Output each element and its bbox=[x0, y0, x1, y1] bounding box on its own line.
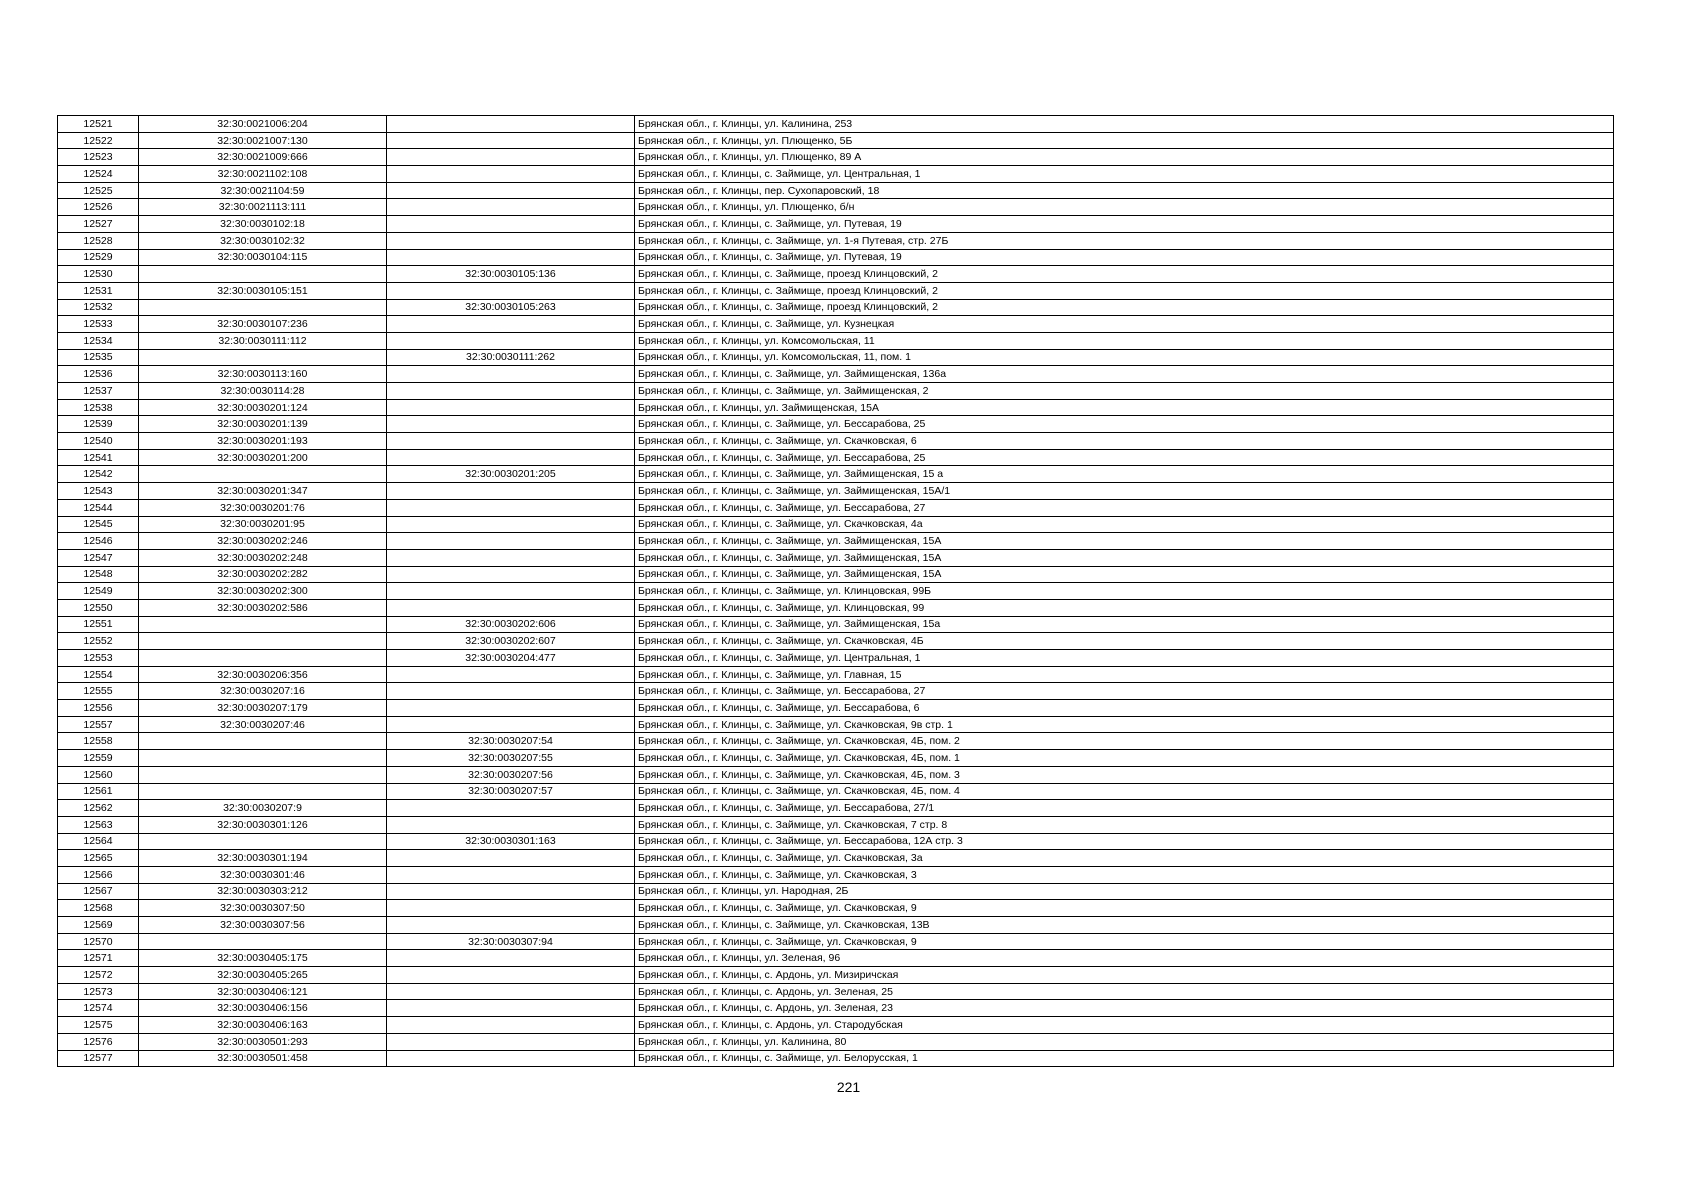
cadastral-number-cell: 32:30:0030202:248 bbox=[139, 549, 387, 566]
row-number-cell: 12563 bbox=[58, 816, 139, 833]
row-number-cell: 12560 bbox=[58, 766, 139, 783]
cadastral-number-secondary-cell: 32:30:0030207:56 bbox=[387, 766, 635, 783]
cadastral-number-secondary-cell: 32:30:0030301:163 bbox=[387, 833, 635, 850]
row-number-cell: 12533 bbox=[58, 316, 139, 333]
row-number-cell: 12566 bbox=[58, 866, 139, 883]
address-cell: Брянская обл., г. Клинцы, с. Займище, ул. Главная, 15 bbox=[635, 666, 1614, 683]
table-row bbox=[58, 366, 1614, 383]
address-cell: Брянская обл., г. Клинцы, с. Займище, ул. Займищенская, 15А bbox=[635, 533, 1614, 550]
address-cell: Брянская обл., г. Клинцы, с. Займище, ул. Займищенская, 136а bbox=[635, 366, 1614, 383]
address-cell: Брянская обл., г. Клинцы, с. Займище, ул. Белорусская, 1 bbox=[635, 1050, 1614, 1067]
cadastral-number-secondary-cell: 32:30:0030105:136 bbox=[387, 266, 635, 283]
address-cell: Брянская обл., г. Клинцы, с. Займище, ул. Скачковская, 9 bbox=[635, 933, 1614, 950]
row-number-cell: 12545 bbox=[58, 516, 139, 533]
row-number-cell: 12555 bbox=[58, 683, 139, 700]
address-cell: Брянская обл., г. Клинцы, с. Займище, ул. Займищенская, 2 bbox=[635, 383, 1614, 400]
cadastral-number-secondary-cell: 32:30:0030201:205 bbox=[387, 466, 635, 483]
cadastral-number-cell: 32:30:0030201:193 bbox=[139, 433, 387, 450]
row-number-cell: 12544 bbox=[58, 499, 139, 516]
cadastral-number-cell: 32:30:0030501:458 bbox=[139, 1050, 387, 1067]
cadastral-number-cell: 32:30:0030202:586 bbox=[139, 599, 387, 616]
row-number-cell: 12527 bbox=[58, 216, 139, 233]
table-row bbox=[58, 516, 1614, 533]
cadastral-number-secondary-cell bbox=[387, 232, 635, 249]
cadastral-number-secondary-cell bbox=[387, 1000, 635, 1017]
cadastral-number-secondary-cell bbox=[387, 182, 635, 199]
cadastral-number-secondary-cell bbox=[387, 499, 635, 516]
cadastral-number-cell: 32:30:0021007:130 bbox=[139, 132, 387, 149]
cadastral-number-secondary-cell bbox=[387, 116, 635, 133]
table-row bbox=[58, 1000, 1614, 1017]
address-cell: Брянская обл., г. Клинцы, с. Займище, ул. Центральная, 1 bbox=[635, 166, 1614, 183]
table-row bbox=[58, 967, 1614, 984]
row-number-cell: 12521 bbox=[58, 116, 139, 133]
cadastral-number-cell: 32:30:0030301:126 bbox=[139, 816, 387, 833]
address-cell: Брянская обл., г. Клинцы, с. Займище, ул. Путевая, 19 bbox=[635, 216, 1614, 233]
address-cell: Брянская обл., г. Клинцы, с. Займище, ул. 1-я Путевая, стр. 27Б bbox=[635, 232, 1614, 249]
row-number-cell: 12534 bbox=[58, 332, 139, 349]
cadastral-number-cell bbox=[139, 466, 387, 483]
table-row bbox=[58, 1017, 1614, 1034]
row-number-cell: 12522 bbox=[58, 132, 139, 149]
address-cell: Брянская обл., г. Клинцы, ул. Займищенская, 15А bbox=[635, 399, 1614, 416]
cadastral-number-secondary-cell bbox=[387, 850, 635, 867]
row-number-cell: 12571 bbox=[58, 950, 139, 967]
address-cell: Брянская обл., г. Клинцы, ул. Зеленая, 96 bbox=[635, 950, 1614, 967]
cadastral-number-cell: 32:30:0030202:246 bbox=[139, 533, 387, 550]
cadastral-number-secondary-cell bbox=[387, 700, 635, 717]
page-number: 221 bbox=[836, 1079, 861, 1095]
row-number-cell: 12574 bbox=[58, 1000, 139, 1017]
address-cell: Брянская обл., г. Клинцы, ул. Комсомольская, 11 bbox=[635, 332, 1614, 349]
cadastral-number-secondary-cell bbox=[387, 866, 635, 883]
cadastral-number-secondary-cell bbox=[387, 332, 635, 349]
address-cell: Брянская обл., г. Клинцы, с. Займище, ул. Скачковская, 3 bbox=[635, 866, 1614, 883]
cadastral-number-secondary-cell bbox=[387, 533, 635, 550]
cadastral-number-secondary-cell bbox=[387, 316, 635, 333]
address-cell: Брянская обл., г. Клинцы, ул. Плющенко, б/н bbox=[635, 199, 1614, 216]
table-row bbox=[58, 316, 1614, 333]
address-cell: Брянская обл., г. Клинцы, с. Займище, ул. Бессарабова, 27/1 bbox=[635, 800, 1614, 817]
cadastral-number-secondary-cell bbox=[387, 249, 635, 266]
row-number-cell: 12528 bbox=[58, 232, 139, 249]
cadastral-number-cell: 32:30:0030202:282 bbox=[139, 566, 387, 583]
cadastral-number-secondary-cell bbox=[387, 800, 635, 817]
row-number-cell: 12551 bbox=[58, 616, 139, 633]
registry-table bbox=[57, 115, 1614, 1067]
address-cell: Брянская обл., г. Клинцы, с. Займище, ул. Скачковская, 4а bbox=[635, 516, 1614, 533]
row-number-cell: 12553 bbox=[58, 650, 139, 667]
cadastral-number-cell: 32:30:0030207:16 bbox=[139, 683, 387, 700]
cadastral-number-secondary-cell bbox=[387, 1033, 635, 1050]
address-cell: Брянская обл., г. Клинцы, с. Займище, ул. Путевая, 19 bbox=[635, 249, 1614, 266]
cadastral-number-secondary-cell: 32:30:0030207:54 bbox=[387, 733, 635, 750]
row-number-cell: 12556 bbox=[58, 700, 139, 717]
address-cell: Брянская обл., г. Клинцы, ул. Плющенко, 5Б bbox=[635, 132, 1614, 149]
address-cell: Брянская обл., г. Клинцы, ул. Калинина, 253 bbox=[635, 116, 1614, 133]
table-row bbox=[58, 349, 1614, 366]
row-number-cell: 12532 bbox=[58, 299, 139, 316]
row-number-cell: 12543 bbox=[58, 483, 139, 500]
cadastral-number-secondary-cell bbox=[387, 983, 635, 1000]
table-row bbox=[58, 199, 1614, 216]
row-number-cell: 12539 bbox=[58, 416, 139, 433]
cadastral-number-secondary-cell bbox=[387, 883, 635, 900]
address-cell: Брянская обл., г. Клинцы, с. Займище, ул. Клинцовская, 99 bbox=[635, 599, 1614, 616]
cadastral-number-secondary-cell bbox=[387, 132, 635, 149]
cadastral-number-cell: 32:30:0030201:124 bbox=[139, 399, 387, 416]
address-cell: Брянская обл., г. Клинцы, с. Займище, ул. Скачковская, 4Б, пом. 1 bbox=[635, 750, 1614, 767]
cadastral-number-cell: 32:30:0021104:59 bbox=[139, 182, 387, 199]
table-row bbox=[58, 683, 1614, 700]
row-number-cell: 12535 bbox=[58, 349, 139, 366]
address-cell: Брянская обл., г. Клинцы, ул. Калинина, 80 bbox=[635, 1033, 1614, 1050]
table-row bbox=[58, 399, 1614, 416]
table-row bbox=[58, 700, 1614, 717]
cadastral-number-secondary-cell: 32:30:0030111:262 bbox=[387, 349, 635, 366]
table-row bbox=[58, 299, 1614, 316]
row-number-cell: 12558 bbox=[58, 733, 139, 750]
cadastral-number-secondary-cell: 32:30:0030204:477 bbox=[387, 650, 635, 667]
cadastral-number-cell: 32:30:0030303:212 bbox=[139, 883, 387, 900]
cadastral-number-cell bbox=[139, 750, 387, 767]
table-row bbox=[58, 549, 1614, 566]
table-row bbox=[58, 766, 1614, 783]
table-row bbox=[58, 533, 1614, 550]
table-row bbox=[58, 750, 1614, 767]
table-row bbox=[58, 666, 1614, 683]
cadastral-number-cell: 32:30:0030201:347 bbox=[139, 483, 387, 500]
address-cell: Брянская обл., г. Клинцы, с. Займище, ул. Скачковская, 4Б, пом. 2 bbox=[635, 733, 1614, 750]
cadastral-number-secondary-cell bbox=[387, 666, 635, 683]
row-number-cell: 12575 bbox=[58, 1017, 139, 1034]
cadastral-number-cell: 32:30:0030201:76 bbox=[139, 499, 387, 516]
row-number-cell: 12570 bbox=[58, 933, 139, 950]
cadastral-number-secondary-cell: 32:30:0030105:263 bbox=[387, 299, 635, 316]
table-row bbox=[58, 716, 1614, 733]
row-number-cell: 12562 bbox=[58, 800, 139, 817]
cadastral-number-secondary-cell bbox=[387, 282, 635, 299]
cadastral-number-cell bbox=[139, 650, 387, 667]
cadastral-number-cell bbox=[139, 633, 387, 650]
cadastral-number-secondary-cell bbox=[387, 1050, 635, 1067]
table-row bbox=[58, 616, 1614, 633]
table-row bbox=[58, 733, 1614, 750]
cadastral-number-cell bbox=[139, 733, 387, 750]
table-row bbox=[58, 1033, 1614, 1050]
table-row bbox=[58, 182, 1614, 199]
cadastral-number-secondary-cell bbox=[387, 416, 635, 433]
cadastral-number-secondary-cell: 32:30:0030307:94 bbox=[387, 933, 635, 950]
table-row bbox=[58, 950, 1614, 967]
row-number-cell: 12525 bbox=[58, 182, 139, 199]
address-cell: Брянская обл., г. Клинцы, с. Займище, ул. Скачковская, 7 стр. 8 bbox=[635, 816, 1614, 833]
address-cell: Брянская обл., г. Клинцы, с. Ардонь, ул. Стародубская bbox=[635, 1017, 1614, 1034]
table-row bbox=[58, 416, 1614, 433]
cadastral-number-cell: 32:30:0030406:121 bbox=[139, 983, 387, 1000]
address-cell: Брянская обл., г. Клинцы, с. Займище, ул. Центральная, 1 bbox=[635, 650, 1614, 667]
cadastral-number-secondary-cell bbox=[387, 199, 635, 216]
cadastral-number-cell: 32:30:0021102:108 bbox=[139, 166, 387, 183]
row-number-cell: 12554 bbox=[58, 666, 139, 683]
row-number-cell: 12529 bbox=[58, 249, 139, 266]
table-row bbox=[58, 866, 1614, 883]
row-number-cell: 12546 bbox=[58, 533, 139, 550]
address-cell: Брянская обл., г. Клинцы, с. Займище, ул. Скачковская, 4Б, пом. 3 bbox=[635, 766, 1614, 783]
cadastral-number-cell: 32:30:0030206:356 bbox=[139, 666, 387, 683]
row-number-cell: 12541 bbox=[58, 449, 139, 466]
cadastral-number-cell: 32:30:0030207:9 bbox=[139, 800, 387, 817]
address-cell: Брянская обл., г. Клинцы, с. Займище, ул. Займищенская, 15А bbox=[635, 549, 1614, 566]
cadastral-number-secondary-cell bbox=[387, 1017, 635, 1034]
cadastral-number-cell bbox=[139, 616, 387, 633]
table-row bbox=[58, 166, 1614, 183]
table-row bbox=[58, 282, 1614, 299]
cadastral-number-secondary-cell bbox=[387, 566, 635, 583]
address-cell: Брянская обл., г. Клинцы, с. Займище, ул. Скачковская, 9 bbox=[635, 900, 1614, 917]
address-cell: Брянская обл., г. Клинцы, с. Займище, ул. Займищенская, 15А/1 bbox=[635, 483, 1614, 500]
cadastral-number-cell: 32:30:0021113:111 bbox=[139, 199, 387, 216]
cadastral-number-cell: 32:30:0030405:265 bbox=[139, 967, 387, 984]
table-row bbox=[58, 216, 1614, 233]
row-number-cell: 12559 bbox=[58, 750, 139, 767]
row-number-cell: 12548 bbox=[58, 566, 139, 583]
row-number-cell: 12524 bbox=[58, 166, 139, 183]
row-number-cell: 12530 bbox=[58, 266, 139, 283]
table-row bbox=[58, 466, 1614, 483]
cadastral-number-cell: 32:30:0030104:115 bbox=[139, 249, 387, 266]
cadastral-number-cell bbox=[139, 766, 387, 783]
cadastral-number-cell bbox=[139, 266, 387, 283]
address-cell: Брянская обл., г. Клинцы, с. Ардонь, ул. Зеленая, 23 bbox=[635, 1000, 1614, 1017]
table-row bbox=[58, 850, 1614, 867]
row-number-cell: 12550 bbox=[58, 599, 139, 616]
cadastral-number-cell: 32:30:0030201:95 bbox=[139, 516, 387, 533]
cadastral-number-cell bbox=[139, 349, 387, 366]
cadastral-number-secondary-cell bbox=[387, 950, 635, 967]
row-number-cell: 12576 bbox=[58, 1033, 139, 1050]
table-row bbox=[58, 599, 1614, 616]
cadastral-number-secondary-cell bbox=[387, 449, 635, 466]
cadastral-number-secondary-cell: 32:30:0030202:606 bbox=[387, 616, 635, 633]
address-cell: Брянская обл., г. Клинцы, с. Займище, ул. Скачковская, 6 bbox=[635, 433, 1614, 450]
table-row bbox=[58, 266, 1614, 283]
table-row bbox=[58, 900, 1614, 917]
row-number-cell: 12577 bbox=[58, 1050, 139, 1067]
row-number-cell: 12572 bbox=[58, 967, 139, 984]
cadastral-number-secondary-cell bbox=[387, 483, 635, 500]
row-number-cell: 12552 bbox=[58, 633, 139, 650]
table-row bbox=[58, 783, 1614, 800]
cadastral-number-cell bbox=[139, 833, 387, 850]
row-number-cell: 12568 bbox=[58, 900, 139, 917]
address-cell: Брянская обл., г. Клинцы, с. Займище, ул. Займищенская, 15 а bbox=[635, 466, 1614, 483]
address-cell: Брянская обл., г. Клинцы, с. Займище, ул. Бессарабова, 25 bbox=[635, 449, 1614, 466]
row-number-cell: 12567 bbox=[58, 883, 139, 900]
cadastral-number-cell: 32:30:0021006:204 bbox=[139, 116, 387, 133]
cadastral-number-secondary-cell bbox=[387, 583, 635, 600]
address-cell: Брянская обл., г. Клинцы, с. Займище, ул. Скачковская, 4Б, пом. 4 bbox=[635, 783, 1614, 800]
row-number-cell: 12536 bbox=[58, 366, 139, 383]
cadastral-number-secondary-cell bbox=[387, 383, 635, 400]
registry-table-body bbox=[58, 116, 1614, 1067]
row-number-cell: 12538 bbox=[58, 399, 139, 416]
cadastral-number-cell: 32:30:0021009:666 bbox=[139, 149, 387, 166]
cadastral-number-cell: 32:30:0030107:236 bbox=[139, 316, 387, 333]
row-number-cell: 12549 bbox=[58, 583, 139, 600]
cadastral-number-secondary-cell bbox=[387, 366, 635, 383]
table-row bbox=[58, 116, 1614, 133]
address-cell: Брянская обл., г. Клинцы, с. Займище, проезд Клинцовский, 2 bbox=[635, 299, 1614, 316]
address-cell: Брянская обл., г. Клинцы, с. Займище, ул. Займищенская, 15а bbox=[635, 616, 1614, 633]
address-cell: Брянская обл., г. Клинцы, ул. Комсомольская, 11, пом. 1 bbox=[635, 349, 1614, 366]
table-row bbox=[58, 883, 1614, 900]
cadastral-number-cell: 32:30:0030405:175 bbox=[139, 950, 387, 967]
cadastral-number-cell bbox=[139, 783, 387, 800]
cadastral-number-secondary-cell bbox=[387, 516, 635, 533]
address-cell: Брянская обл., г. Клинцы, пер. Сухопаровский, 18 bbox=[635, 182, 1614, 199]
cadastral-number-cell bbox=[139, 299, 387, 316]
row-number-cell: 12542 bbox=[58, 466, 139, 483]
address-cell: Брянская обл., г. Клинцы, с. Займище, ул. Скачковская, 13В bbox=[635, 917, 1614, 934]
table-row bbox=[58, 816, 1614, 833]
address-cell: Брянская обл., г. Клинцы, с. Займище, ул. Бессарабова, 25 bbox=[635, 416, 1614, 433]
address-cell: Брянская обл., г. Клинцы, с. Займище, ул. Бессарабова, 27 bbox=[635, 499, 1614, 516]
row-number-cell: 12547 bbox=[58, 549, 139, 566]
cadastral-number-cell: 32:30:0030207:46 bbox=[139, 716, 387, 733]
cadastral-number-cell: 32:30:0030301:46 bbox=[139, 866, 387, 883]
row-number-cell: 12540 bbox=[58, 433, 139, 450]
cadastral-number-cell: 32:30:0030201:139 bbox=[139, 416, 387, 433]
cadastral-number-secondary-cell: 32:30:0030207:55 bbox=[387, 750, 635, 767]
address-cell: Брянская обл., г. Клинцы, с. Займище, проезд Клинцовский, 2 bbox=[635, 266, 1614, 283]
table-row bbox=[58, 983, 1614, 1000]
table-row bbox=[58, 383, 1614, 400]
row-number-cell: 12537 bbox=[58, 383, 139, 400]
cadastral-number-cell: 32:30:0030501:293 bbox=[139, 1033, 387, 1050]
cadastral-number-cell: 32:30:0030102:18 bbox=[139, 216, 387, 233]
row-number-cell: 12573 bbox=[58, 983, 139, 1000]
table-row bbox=[58, 433, 1614, 450]
row-number-cell: 12523 bbox=[58, 149, 139, 166]
row-number-cell: 12561 bbox=[58, 783, 139, 800]
address-cell: Брянская обл., г. Клинцы, с. Займище, ул. Клинцовская, 99Б bbox=[635, 583, 1614, 600]
table-row bbox=[58, 149, 1614, 166]
address-cell: Брянская обл., г. Клинцы, с. Займище, проезд Клинцовский, 2 bbox=[635, 282, 1614, 299]
table-row bbox=[58, 332, 1614, 349]
cadastral-number-secondary-cell bbox=[387, 900, 635, 917]
table-row bbox=[58, 483, 1614, 500]
address-cell: Брянская обл., г. Клинцы, с. Займище, ул. Бессарабова, 6 bbox=[635, 700, 1614, 717]
table-row bbox=[58, 800, 1614, 817]
address-cell: Брянская обл., г. Клинцы, с. Займище, ул. Бессарабова, 12А стр. 3 bbox=[635, 833, 1614, 850]
row-number-cell: 12557 bbox=[58, 716, 139, 733]
cadastral-number-cell: 32:30:0030105:151 bbox=[139, 282, 387, 299]
cadastral-number-cell: 32:30:0030102:32 bbox=[139, 232, 387, 249]
cadastral-number-secondary-cell bbox=[387, 599, 635, 616]
address-cell: Брянская обл., г. Клинцы, с. Ардонь, ул. Зеленая, 25 bbox=[635, 983, 1614, 1000]
cadastral-number-cell: 32:30:0030307:50 bbox=[139, 900, 387, 917]
table-row bbox=[58, 917, 1614, 934]
address-cell: Брянская обл., г. Клинцы, с. Займище, ул. Скачковская, 3а bbox=[635, 850, 1614, 867]
cadastral-number-cell: 32:30:0030113:160 bbox=[139, 366, 387, 383]
cadastral-number-cell: 32:30:0030202:300 bbox=[139, 583, 387, 600]
table-row bbox=[58, 633, 1614, 650]
cadastral-number-secondary-cell: 32:30:0030202:607 bbox=[387, 633, 635, 650]
cadastral-number-secondary-cell bbox=[387, 399, 635, 416]
cadastral-number-cell: 32:30:0030114:28 bbox=[139, 383, 387, 400]
cadastral-number-secondary-cell: 32:30:0030207:57 bbox=[387, 783, 635, 800]
table-row bbox=[58, 449, 1614, 466]
row-number-cell: 12531 bbox=[58, 282, 139, 299]
cadastral-number-secondary-cell bbox=[387, 816, 635, 833]
row-number-cell: 12565 bbox=[58, 850, 139, 867]
cadastral-number-cell bbox=[139, 933, 387, 950]
cadastral-number-cell: 32:30:0030201:200 bbox=[139, 449, 387, 466]
address-cell: Брянская обл., г. Клинцы, с. Займище, ул. Займищенская, 15А bbox=[635, 566, 1614, 583]
row-number-cell: 12526 bbox=[58, 199, 139, 216]
cadastral-number-secondary-cell bbox=[387, 166, 635, 183]
cadastral-number-secondary-cell bbox=[387, 149, 635, 166]
cadastral-number-cell: 32:30:0030207:179 bbox=[139, 700, 387, 717]
address-cell: Брянская обл., г. Клинцы, с. Займище, ул. Кузнецкая bbox=[635, 316, 1614, 333]
cadastral-number-secondary-cell bbox=[387, 549, 635, 566]
cadastral-number-secondary-cell bbox=[387, 967, 635, 984]
cadastral-number-secondary-cell bbox=[387, 716, 635, 733]
table-row bbox=[58, 132, 1614, 149]
cadastral-number-secondary-cell bbox=[387, 917, 635, 934]
table-row bbox=[58, 1050, 1614, 1067]
cadastral-number-secondary-cell bbox=[387, 433, 635, 450]
cadastral-number-cell: 32:30:0030406:156 bbox=[139, 1000, 387, 1017]
address-cell: Брянская обл., г. Клинцы, с. Займище, ул. Бессарабова, 27 bbox=[635, 683, 1614, 700]
row-number-cell: 12564 bbox=[58, 833, 139, 850]
table-row bbox=[58, 650, 1614, 667]
address-cell: Брянская обл., г. Клинцы, с. Займище, ул. Скачковская, 4Б bbox=[635, 633, 1614, 650]
table-row bbox=[58, 249, 1614, 266]
table-row bbox=[58, 583, 1614, 600]
cadastral-number-secondary-cell bbox=[387, 683, 635, 700]
cadastral-number-secondary-cell bbox=[387, 216, 635, 233]
cadastral-number-cell: 32:30:0030111:112 bbox=[139, 332, 387, 349]
row-number-cell: 12569 bbox=[58, 917, 139, 934]
address-cell: Брянская обл., г. Клинцы, ул. Плющенко, 89 А bbox=[635, 149, 1614, 166]
table-row bbox=[58, 933, 1614, 950]
table-row bbox=[58, 232, 1614, 249]
table-row bbox=[58, 833, 1614, 850]
address-cell: Брянская обл., г. Клинцы, с. Ардонь, ул. Мизиричская bbox=[635, 967, 1614, 984]
cadastral-number-cell: 32:30:0030406:163 bbox=[139, 1017, 387, 1034]
address-cell: Брянская обл., г. Клинцы, ул. Народная, 2Б bbox=[635, 883, 1614, 900]
cadastral-number-cell: 32:30:0030307:56 bbox=[139, 917, 387, 934]
table-row bbox=[58, 499, 1614, 516]
table-row bbox=[58, 566, 1614, 583]
address-cell: Брянская обл., г. Клинцы, с. Займище, ул. Скачковская, 9в стр. 1 bbox=[635, 716, 1614, 733]
cadastral-number-cell: 32:30:0030301:194 bbox=[139, 850, 387, 867]
